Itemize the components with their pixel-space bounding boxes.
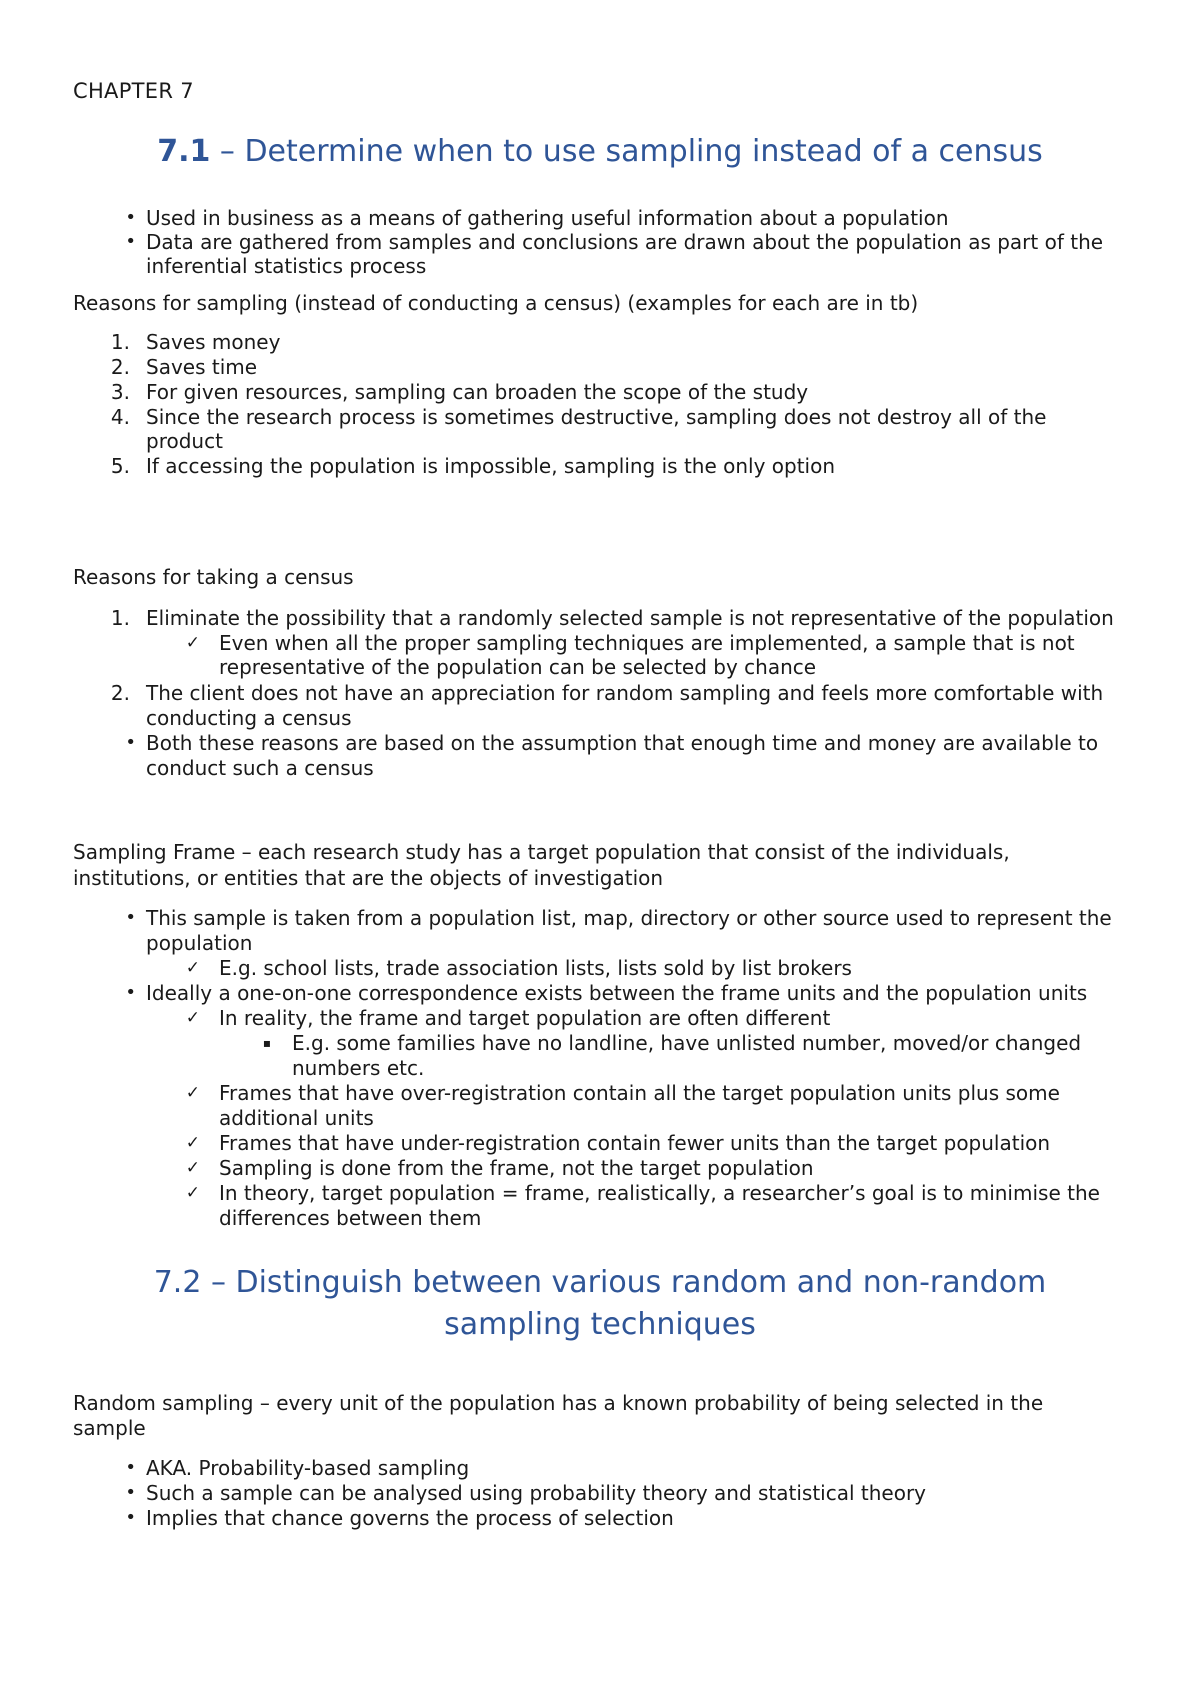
bullet-icon: • (125, 1457, 136, 1478)
sampling-frame-heading-continuation: institutions, or entities that are the objects of investigation (73, 866, 664, 890)
list-item: Such a sample can be analysed using probability theory and statistical theory (146, 1481, 927, 1505)
list-subitem: In reality, the frame and target population are often different (219, 1006, 831, 1030)
bullet-icon: • (125, 207, 136, 228)
random-sampling-heading-continuation: sample (73, 1416, 146, 1440)
reasons-census-heading: Reasons for taking a census (73, 565, 354, 589)
list-number: 4. (110, 405, 130, 429)
list-item-continuation: product (146, 429, 223, 453)
checkmark-icon: ✓ (185, 1083, 200, 1103)
list-subitem-continuation: representative of the population can be selected by chance (219, 655, 817, 679)
square-bullet-icon: ▪ (262, 1036, 271, 1050)
list-subitem: In theory, target population = frame, realistically, a researcher’s goal is to minimise the (219, 1181, 1100, 1205)
bullet-icon: • (125, 231, 136, 252)
checkmark-icon: ✓ (185, 633, 200, 653)
section-7-1-heading (0, 134, 1200, 170)
list-item: Data are gathered from samples and conclusions are drawn about the population as part of the (146, 230, 1104, 254)
list-subitem: Sampling is done from the frame, not the target population (219, 1156, 814, 1180)
checkmark-icon: ✓ (185, 958, 200, 978)
list-item: Saves money (146, 330, 281, 354)
list-subitem: Frames that have over-registration contain all the target population units plus some (219, 1081, 1060, 1105)
bullet-icon: • (125, 907, 136, 928)
list-number: 1. (110, 606, 130, 630)
list-number: 2. (110, 355, 130, 379)
list-subitem: E.g. school lists, trade association lists, lists sold by list brokers (219, 956, 852, 980)
list-subsubitem-continuation: numbers etc. (292, 1056, 425, 1080)
section-7-1-number: 7.1 (157, 134, 211, 169)
chapter-label: CHAPTER 7 (73, 79, 194, 103)
list-subsubitem: E.g. some families have no landline, have unlisted number, moved/or changed (292, 1031, 1082, 1055)
sampling-frame-heading: Sampling Frame – each research study has a target population that consist of the individuals, (73, 840, 1010, 864)
list-item: If accessing the population is impossible, sampling is the only option (146, 454, 836, 478)
list-item-continuation: inferential statistics process (146, 254, 427, 278)
section-7-2-heading-line2: sampling techniques (444, 1307, 756, 1342)
list-item: Eliminate the possibility that a randomly selected sample is not representative of the population (146, 606, 1114, 630)
list-item: For given resources, sampling can broaden the scope of the study (146, 380, 809, 404)
list-item: Ideally a one-on-one correspondence exists between the frame units and the population units (146, 981, 1088, 1005)
list-item: Both these reasons are based on the assumption that enough time and money are available to (146, 731, 1099, 755)
list-subitem-continuation: differences between them (219, 1206, 482, 1230)
bullet-icon: • (125, 1482, 136, 1503)
list-item-continuation: population (146, 931, 253, 955)
list-item-continuation: conducting a census (146, 706, 352, 730)
list-number: 5. (110, 454, 130, 478)
list-item: Saves time (146, 355, 258, 379)
list-item: Since the research process is sometimes destructive, sampling does not destroy all of the (146, 405, 1047, 429)
list-item: The client does not have an appreciation for random sampling and feels more comfortable with (146, 681, 1104, 705)
checkmark-icon: ✓ (185, 1158, 200, 1178)
list-number: 1. (110, 330, 130, 354)
random-sampling-heading: Random sampling – every unit of the population has a known probability of being selected in the (73, 1391, 1044, 1415)
list-item: Implies that chance governs the process of selection (146, 1506, 674, 1530)
checkmark-icon: ✓ (185, 1133, 200, 1153)
list-item: This sample is taken from a population list, map, directory or other source used to represent the (146, 906, 1112, 930)
checkmark-icon: ✓ (185, 1183, 200, 1203)
bullet-icon: • (125, 732, 136, 753)
checkmark-icon: ✓ (185, 1008, 200, 1028)
bullet-icon: • (125, 1507, 136, 1528)
section-7-1-title: – Determine when to use sampling instead of a census (210, 134, 1043, 169)
reasons-sampling-heading: Reasons for sampling (instead of conducting a census) (examples for each are in tb) (73, 291, 919, 315)
bullet-icon: • (125, 982, 136, 1003)
list-item: Used in business as a means of gathering useful information about a population (146, 206, 949, 230)
section-7-2-heading-line1: 7.2 – Distinguish between various random and non-random (153, 1265, 1047, 1300)
list-item: AKA. Probability-based sampling (146, 1456, 470, 1480)
list-subitem: Even when all the proper sampling techniques are implemented, a sample that is not (219, 631, 1075, 655)
list-number: 2. (110, 681, 130, 705)
list-number: 3. (110, 380, 130, 404)
list-subitem: Frames that have under-registration contain fewer units than the target population (219, 1131, 1051, 1155)
list-item-continuation: conduct such a census (146, 756, 374, 780)
list-subitem-continuation: additional units (219, 1106, 374, 1130)
